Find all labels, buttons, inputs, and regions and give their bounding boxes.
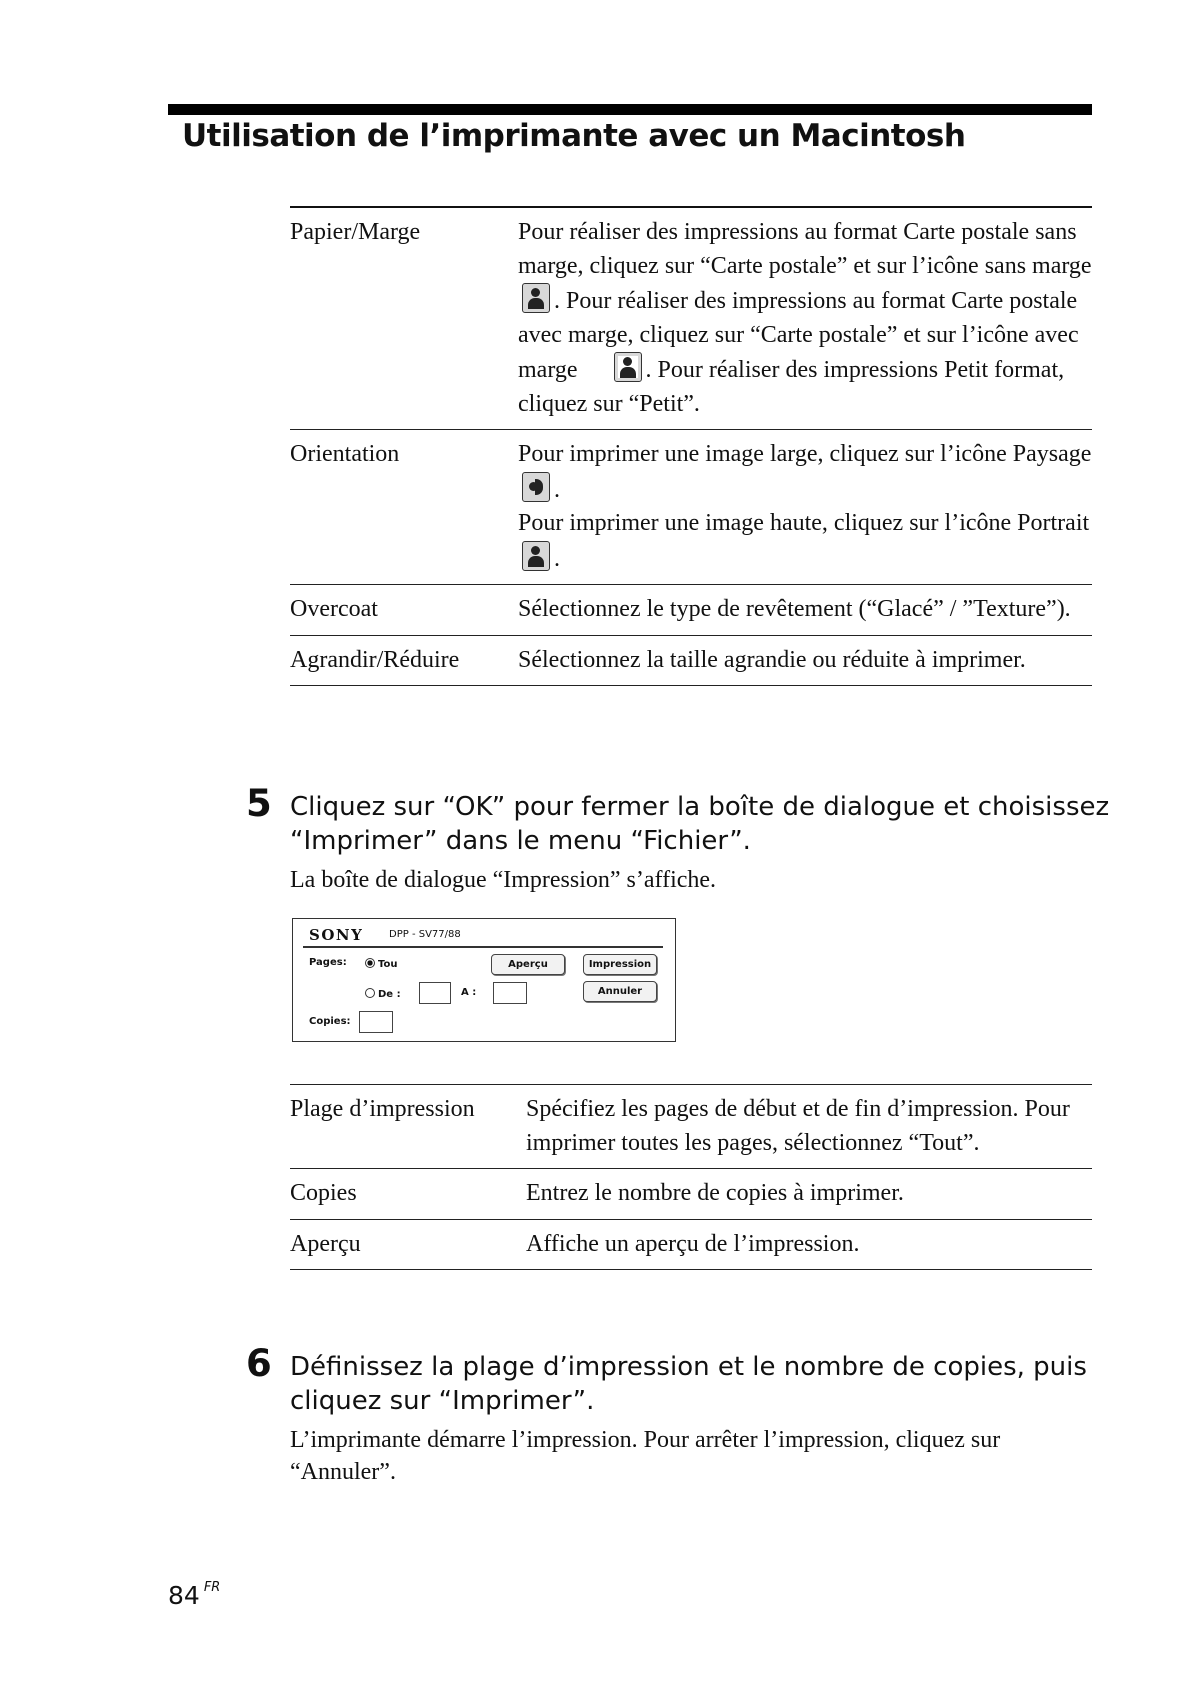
row-description: Sélectionnez la taille agrandie ou réduite à imprimer. <box>518 635 1092 686</box>
borderless-icon <box>522 283 550 313</box>
cancel-button[interactable]: Annuler <box>583 981 657 1002</box>
radio-all-label: Tou <box>378 959 398 970</box>
description-text: . Pour réaliser des impressions au format Carte postale avec marge, cliquez sur “Carte postale” et sur l’icône avec marge <box>518 288 1079 383</box>
print-button[interactable]: Impression <box>583 954 657 975</box>
to-label: A : <box>461 987 477 998</box>
table-row <box>290 635 1092 686</box>
row-description: Entrez le nombre de copies à imprimer. <box>526 1169 1092 1220</box>
step-result: L’imprimante démarre l’impression. Pour arrêter l’impression, cliquez sur “Annuler”. <box>290 1427 1001 1485</box>
description-text: . <box>554 545 560 572</box>
step-number: 6 <box>246 1342 272 1385</box>
page-number <box>168 1580 220 1610</box>
print-dialog <box>292 918 676 1042</box>
row-description: Affiche un aperçu de l’impression. <box>526 1219 1092 1270</box>
row-label: Aperçu <box>290 1219 526 1270</box>
radio-selected-icon <box>365 958 375 968</box>
row-description <box>518 430 1092 585</box>
radio-all[interactable] <box>365 958 397 970</box>
radio-unselected-icon <box>365 988 375 998</box>
row-label: Agrandir/Réduire <box>290 635 518 686</box>
bordered-icon <box>614 352 642 382</box>
copies-input[interactable] <box>359 1011 393 1033</box>
language-code: FR <box>203 1580 221 1595</box>
step-instruction: Définissez la plage d’impression et le nombre de copies, puis cliquez sur “Imprimer”. <box>290 1352 1087 1416</box>
row-label: Orientation <box>290 430 518 585</box>
to-page-input[interactable] <box>493 982 527 1004</box>
radio-from[interactable] <box>365 988 401 1000</box>
table-row <box>290 1085 1092 1169</box>
row-label: Papier/Marge <box>290 207 518 430</box>
description-text: Pour réaliser des impressions au format Carte postale sans marge, cliquez sur “Carte postale” et sur l’icône sans marge <box>518 219 1092 279</box>
row-label: Copies <box>290 1169 526 1220</box>
description-text: Pour imprimer une image haute, cliquez sur l’icône Portrait <box>518 510 1090 536</box>
table-row <box>290 207 1092 430</box>
table-row <box>290 430 1092 585</box>
row-description <box>518 207 1092 430</box>
description-text: Pour imprimer une image large, cliquez sur l’icône Paysage <box>518 441 1092 467</box>
copies-label: Copies: <box>309 1016 351 1027</box>
sony-logo: SONY <box>309 926 364 944</box>
settings-table <box>290 206 1092 686</box>
printer-model: DPP - SV77/88 <box>389 929 461 940</box>
section-title: Utilisation de l’imprimante avec un Macintosh <box>182 118 966 154</box>
dialog-options-table <box>290 1084 1092 1270</box>
table-row <box>290 585 1092 636</box>
dialog-divider <box>303 946 663 948</box>
step-result: La boîte de dialogue “Impression” s’affiche. <box>290 867 717 893</box>
page-number-value: 84 <box>168 1581 200 1610</box>
portrait-icon <box>522 541 550 571</box>
radio-from-label: De : <box>378 989 401 1000</box>
step-number: 5 <box>246 782 272 825</box>
section-rule <box>168 104 1092 115</box>
from-page-input[interactable] <box>419 982 451 1004</box>
landscape-icon <box>522 472 550 502</box>
row-label: Overcoat <box>290 585 518 636</box>
row-description: Spécifiez les pages de début et de fin d’impression. Pour imprimer toutes les pages, sélectionnez “Tout”. <box>526 1085 1092 1169</box>
step-instruction: Cliquez sur “OK” pour fermer la boîte de dialogue et choisissez “Imprimer” dans le menu “Fichier”. <box>290 792 1110 856</box>
description-text: . <box>554 476 560 503</box>
table-row <box>290 1169 1092 1220</box>
description-text: . Pour réaliser des impressions Petit format, cliquez sur “Petit”. <box>518 357 1065 417</box>
row-description: Sélectionnez le type de revêtement (“Glacé” / ”Texture”). <box>518 585 1092 636</box>
preview-button[interactable]: Aperçu <box>491 954 565 975</box>
row-label: Plage d’impression <box>290 1085 526 1169</box>
table-row <box>290 1219 1092 1270</box>
pages-label: Pages: <box>309 957 347 968</box>
